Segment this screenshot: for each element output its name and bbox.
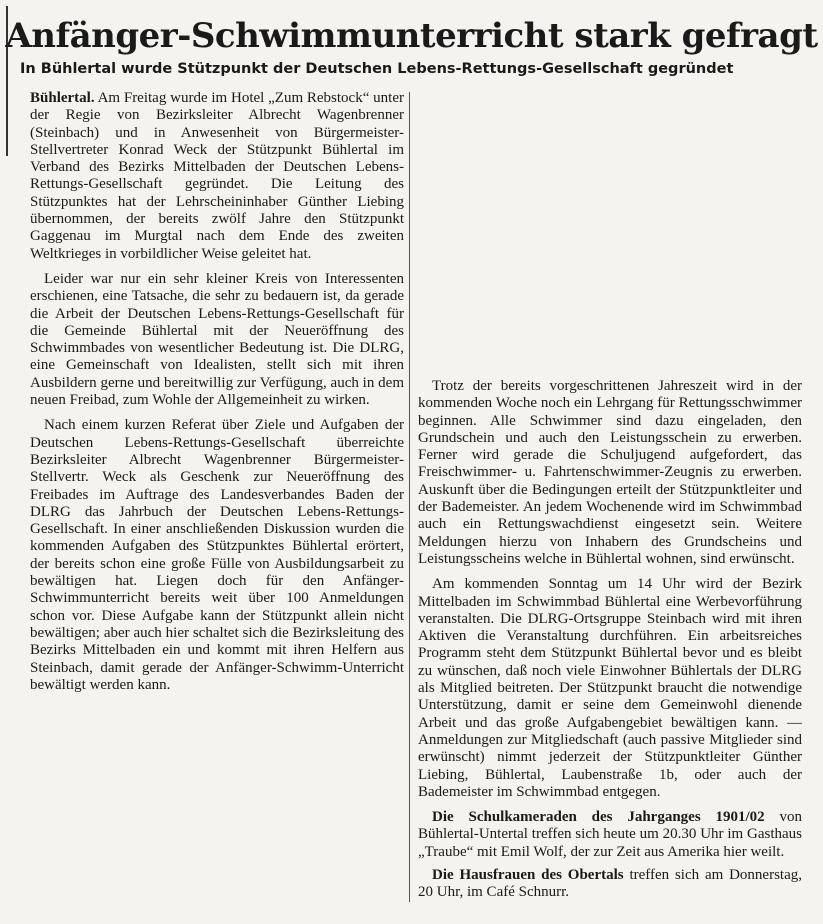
notice-lead: Die Schulkameraden des Jahrganges 1901/02: [432, 809, 765, 826]
dateline: Bühlertal.: [30, 90, 95, 106]
column-divider: [409, 92, 410, 902]
article-column-right: [418, 378, 802, 906]
notice-2: [418, 867, 802, 902]
notice-text: treffen sich am Donnerstag, 20 Uhr, im Café Schnurr.: [418, 867, 802, 901]
notice-lead: Die Hausfrauen des Obertals: [432, 867, 624, 884]
article-paragraph-3: Nach einem kurzen Referat über Ziele und Aufgaben der Deutschen Lebens-Rettungs-Gesellschaft überreichte Bezirksleiter Albrecht Wagenbrenner Bürgermeister-Stellvertr. Weck als Geschenk zur Neueröffnung des Freibades im Auftrage des Landesverbandes Baden der DLRG das Jahrbuch der Deutschen Lebens-Rettungs-Gesellschaft. In einer anschließenden Diskussion wurden die kommenden Aufgaben des Stützpunktes Bühlertal erörtert, der bereits schon eine große Fülle von Ausbildungsarbeit zu bewältigen hat. Liegen doch für den Anfänger-Schwimmunterricht bereits weit über 100 Anmeldungen schon vor. Diese Aufgabe kann der Stützpunkt allein nicht bewältigen; aber auch hier schaltet sich die Bezirksleitung des Bezirks Mittelbaden ein und kommt mit ihren Helfern aus Steinbach, damit gerade der Anfänger-Schwimm-Unterricht bewältigt werden kann.: [30, 417, 404, 693]
notice-1: [418, 809, 802, 861]
article-paragraph-1: [30, 90, 404, 263]
article-paragraph-5: Am kommenden Sonntag um 14 Uhr wird der Bezirk Mittelbaden im Schwimmbad Bühlertal eine Werbevorführung veranstalten. Die DLRG-Ortsgruppe Steinbach wird mit ihren Aktiven die Veranstaltung durchführen. Ein arbeitsreiches Programm steht dem Stützpunkt Bühlertal bevor und es bleibt zu wünschen, daß noch viele Einwohner Bühlertals der DLRG als Mitglied beitreten. Der Stützpunkt braucht die notwendige Unterstützung, damit er seine dem Gemeinwohl dienende Arbeit und das große Aufgabengebiet bewältigen kann. — Anmeldungen zur Mitgliedschaft (auch passive Mitglieder sind erwünscht) nimmt jederzeit der Stützpunktleiter Günther Liebing, Bühlertal, Laubenstraße 1b, oder auch der Bademeister im Schwimmbad entgegen.: [418, 576, 802, 800]
subheadline: In Bühlertal wurde Stützpunkt der Deutschen Lebens-Rettungs-Gesellschaft gegründet: [20, 61, 734, 77]
article-column-left: [30, 90, 404, 696]
notice-text: von Bühlertal-Untertal treffen sich heute um 20.30 Uhr im Gasthaus „Traube“ mit Emil Wolf, der zur Zeit aus Amerika hier weilt.: [418, 809, 802, 860]
headline: Anfänger-Schwimmunterricht stark gefragt: [5, 16, 818, 56]
article-paragraph-4: Trotz der bereits vorgeschrittenen Jahreszeit wird in der kommenden Woche noch ein Lehrgang für Rettungsschwimmer beginnen. Alle Schwimmer sind dazu eingeladen, den Grundschein und auch den Leistungsschein zu erwerben. Ferner wird gerade die Schuljugend aufgefordert, das Freischwimmer- u. Fahrtenschwimmer-Zeugnis zu erwerben. Auskunft über die Bedingungen erteilt der Stützpunktleiter und der Bademeister. An jedem Wochenende wird im Schwimmbad auch ein Rettungswachdienst eingesetzt sein. Weitere Meldungen hierzu von Inhabern des Grundscheins und Leistungsscheins welche in Bühlertal wohnen, sind erwünscht.: [418, 378, 802, 567]
paragraph-text: Am Freitag wurde im Hotel „Zum Rebstock“ unter der Regie von Bezirksleiter Albrecht Wagenbrenner (Steinbach) und in Anwesenheit von Bürgermeister-Stellvertreter Konrad Weck der Stützpunkt Bühlertal im Verband des Bezirks Mittelbaden der Deutschen Lebens-Rettungs-Gesellschaft gegründet. Die Leitung des Stützpunktes hat der Lehrscheininhaber Günther Liebing übernommen, der bereits zwölf Jahre den Stützpunkt Gaggenau im Murgtal nach dem Ende des zweiten Weltkrieges in vorbildlicher Weise geleitet hat.: [30, 90, 404, 262]
article-paragraph-2: Leider war nur ein sehr kleiner Kreis von Interessenten erschienen, eine Tatsache, die sehr zu bedauern ist, da gerade die Arbeit der Deutschen Lebens-Rettungs-Gesellschaft für die Gemeinde Bühlertal mit der Neueröffnung des Schwimmbades von wesentlicher Bedeutung ist. Die DLRG, eine Gemeinschaft von Idealisten, stellt sich mit ihren Ausbildern gerne und bereitwillig zur Verfügung, auch in dem neuen Freibad, zum Wohle der Allgemeinheit zu wirken.: [30, 270, 404, 409]
